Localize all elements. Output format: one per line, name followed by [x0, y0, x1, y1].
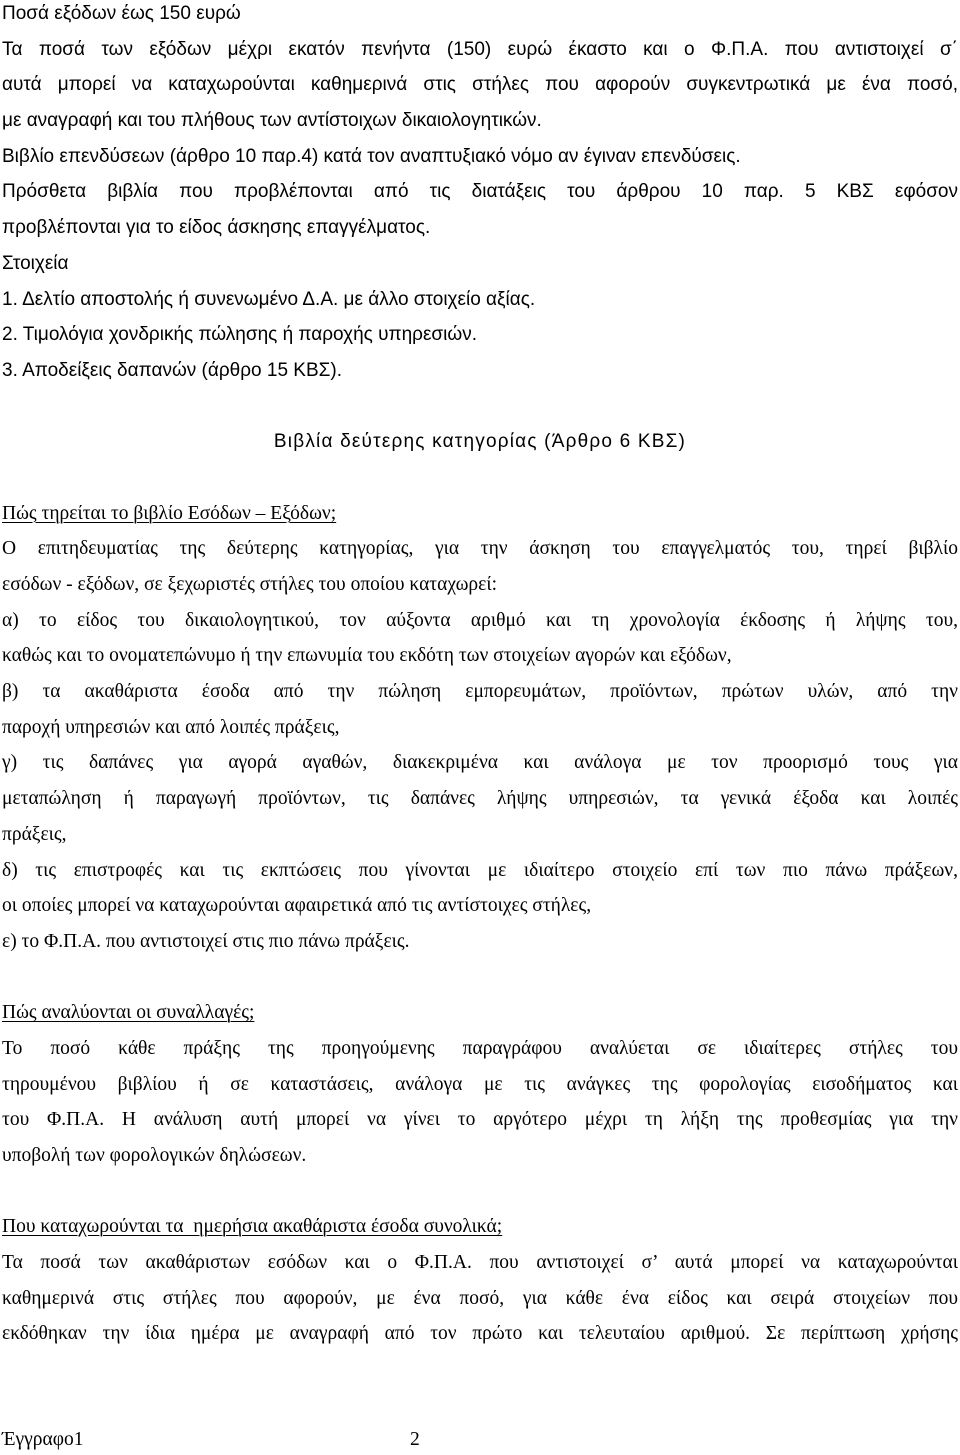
income-expense-book-item-line: μεταπώληση ή παραγωγή προϊόντων, τις δαπάνες λήψης υπηρεσιών, τα γενικά έξοδα και λοιπές	[2, 788, 958, 810]
income-expense-book-intro-line: Ο επιτηδευματίας της δεύτερης κατηγορίας, για την άσκηση του επαγγελματός του, τηρεί βιβλίο	[2, 538, 958, 560]
income-expense-book-item-line: β) τα ακαθάριστα έσοδα από την πώληση εμπορευμάτων, προϊόντων, πρώτων υλών, από την	[2, 681, 958, 703]
page-body	[2, 0, 958, 1352]
investment-book-line: Βιβλίο επενδύσεων (άρθρο 10 παρ.4) κατά τον αναπτυξιακό νόμο αν έγιναν επενδύσεις.	[2, 145, 741, 167]
income-expense-book-item-line: παροχή υπηρεσιών και από λοιπές πράξεις,	[2, 716, 340, 738]
documents-heading: Στοιχεία	[2, 252, 69, 274]
page-footer	[2, 1425, 602, 1455]
income-expense-book-heading: Πώς τηρείται το βιβλίο Εσόδων – Εξόδων;	[2, 502, 337, 524]
income-expense-book-item-line: α) το είδος του δικαιολογητικού, τον αύξοντα αριθμό και τη χρονολογία έκδοσης ή λήψης του,	[2, 609, 958, 631]
spacer	[2, 960, 958, 996]
daily-gross-income-heading: Που καταχωρούνται τα ημερήσια ακαθάριστα έσοδα συνολικά;	[2, 1216, 503, 1238]
income-expense-book-item-line: γ) τις δαπάνες για αγορά αγαθών, διακεκριμένα και ανάλογα με τον προορισμό τους για	[2, 752, 958, 774]
transaction-analysis-heading: Πώς αναλύονται οι συναλλαγές;	[2, 1002, 255, 1024]
expenses-150-line: αυτά μπορεί να καταχωρούνται καθημερινά στις στήλες που αφορούν συγκεντρωτικά με ένα ποσό,	[2, 74, 958, 96]
transaction-analysis-line: του Φ.Π.Α. Η ανάλυση αυτή μπορεί να γίνει το αργότερο μέχρι τη λήξη της προθεσμίας για την	[2, 1109, 958, 1131]
spacer	[2, 460, 958, 496]
spacer	[2, 389, 958, 425]
footer-document-name: Έγγραφο1	[2, 1429, 84, 1450]
income-expense-book-intro-line: εσόδων - εξόδων, σε ξεχωριστές στήλες του οποίου καταχωρεί:	[2, 574, 498, 595]
income-expense-book-item-line: δ) τις επιστροφές και τις εκπτώσεις που γίνονται με ιδιαίτερο στοιχείο επί των πιο πάνω πράξεων,	[2, 859, 958, 881]
daily-gross-income-line: εκδόθηκαν την ίδια ημέρα με αναγραφή από τον πρώτο και τελευταίου αριθμού. Σε περίπτωση χρήσης	[2, 1323, 958, 1345]
daily-gross-income-line: Τα ποσά των ακαθάριστων εσόδων και ο Φ.Π.Α. που αντιστοιχεί σ’ αυτά μπορεί να καταχωρούνται	[2, 1252, 958, 1274]
footer-page-number: 2	[410, 1429, 420, 1450]
income-expense-book-item-line: καθώς και το ονοματεπώνυμο ή την επωνυμία του εκδότη των στοιχείων αγορών και εξόδων,	[2, 645, 732, 667]
documents-list-item: 3. Αποδείξεις δαπανών (άρθρο 15 ΚΒΣ).	[2, 359, 343, 381]
income-expense-book-item-line: οι οποίες μπορεί να καταχωρούνται αφαιρετικά από τις αντίστοιχες στήλες,	[2, 895, 592, 917]
income-expense-book-item-line: ε) το Φ.Π.Α. που αντιστοιχεί στις πιο πάνω πράξεις.	[2, 930, 410, 952]
documents-list-item: 2. Τιμολόγια χονδρικής πώλησης ή παροχής υπηρεσιών.	[2, 324, 477, 346]
section-title: Βιβλία δεύτερης κατηγορίας (Άρθρο 6 ΚΒΣ)	[273, 431, 687, 453]
expenses-150-line: με αναγραφή και του πλήθους των αντίστοιχων δικαιολογητικών.	[2, 110, 542, 132]
transaction-analysis-line: υποβολή των φορολογικών δηλώσεων.	[2, 1145, 307, 1166]
daily-gross-income-line: καθημερινά στις στήλες που αφορούν, με ένα ποσό, για κάθε ένα είδος και σειρά στοιχείων που	[2, 1287, 958, 1309]
expenses-150-line: Τα ποσά των εξόδων μέχρι εκατόν πενήντα (150) ευρώ έκαστο και ο Φ.Π.Α. που αντιστοιχεί σ΄	[2, 38, 958, 60]
spacer	[2, 1174, 958, 1210]
transaction-analysis-line: Το ποσό κάθε πράξης της προηγούμενης παραγράφου αναλύεται σε ιδιαίτερες στήλες του	[2, 1037, 958, 1059]
additional-books-line: Πρόσθετα βιβλία που προβλέπονται από τις διατάξεις του άρθρου 10 παρ. 5 ΚΒΣ εφόσον	[2, 181, 958, 203]
expenses-150-heading: Ποσά εξόδων έως 150 ευρώ	[2, 3, 241, 24]
income-expense-book-item-line: πράξεις,	[2, 823, 67, 845]
additional-books-line: προβλέπονται για το είδος άσκησης επαγγέλματος.	[2, 217, 431, 239]
documents-list-item: 1. Δελτίο αποστολής ή συνενωμένο Δ.Α. με άλλο στοιχείο αξίας.	[2, 288, 536, 310]
transaction-analysis-line: τηρουμένου βιβλίου ή σε καταστάσεις, ανάλογα με τις ανάγκες της φορολογίας εισοδήματος και	[2, 1073, 958, 1095]
